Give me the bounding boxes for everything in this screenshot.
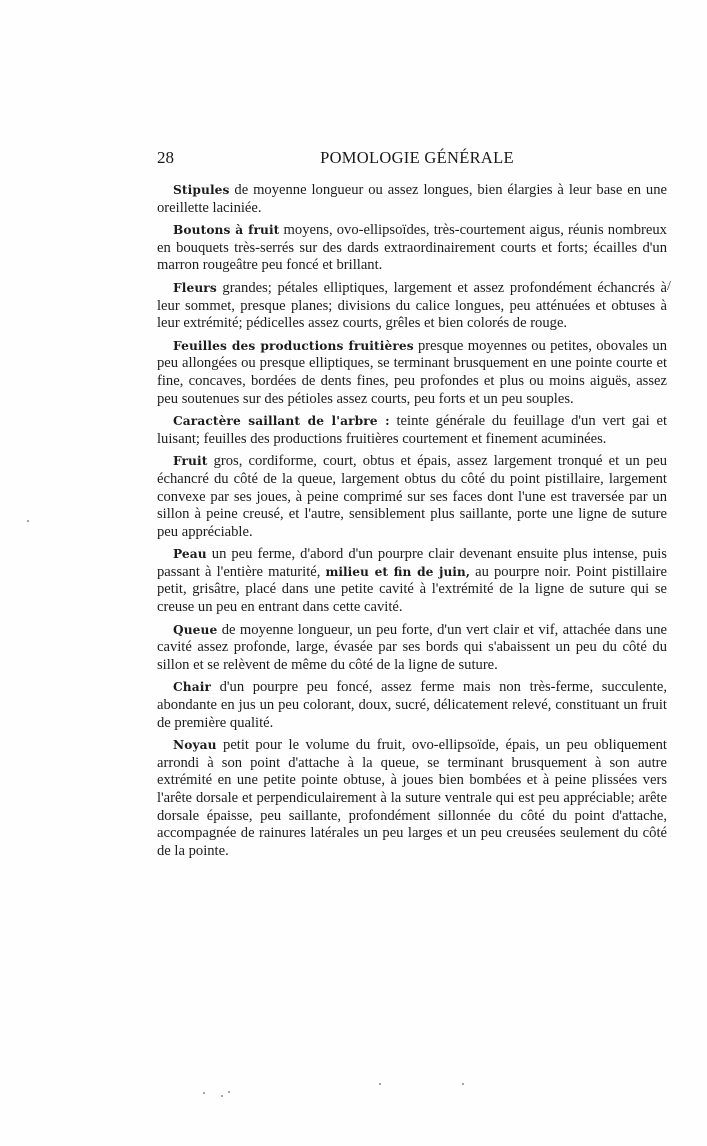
ripening-period: milieu et fin de juin, <box>325 564 471 579</box>
page-body <box>157 182 667 865</box>
scan-speck <box>228 1091 230 1093</box>
paragraph-text: d'un pourpre peu foncé, assez ferme mais non très-ferme, succulente, abondante en jus un peu colorant, doux, sucré, délicatement relevé, constituant un fruit de première qualité. <box>157 679 667 731</box>
paragraph-lead: Feuilles des productions fruitières <box>173 338 414 353</box>
paragraph-text: au pourpre noir. Point pistillaire petit, grisâtre, placé dans une petite cavité à l'extrémité de la ligne de suture qui se creuse un peu en entrant dans cette cavité. <box>157 563 667 616</box>
page-number: 28 <box>157 148 174 167</box>
margin-mark: / <box>667 279 671 294</box>
scan-speck <box>462 1083 464 1085</box>
paragraph-text: grandes; pétales elliptiques, largement et assez profondément échancrés à leur sommet, presque planes; divisions du calice longues, peu atténuées et obtuses à leur extrémité; pédicelles assez courts, grêles et bien colorés de rouge. <box>157 279 667 332</box>
paragraph-lead: Noyau <box>173 738 217 753</box>
paragraph-lead: Peau <box>173 547 207 562</box>
paragraph-caractere <box>157 413 667 448</box>
paragraph-stipules <box>157 182 667 217</box>
paragraph-lead: Stipules <box>173 183 230 197</box>
paragraph-lead: Boutons à fruit <box>173 223 280 238</box>
paragraph-feuilles <box>157 338 667 408</box>
paragraph-text: teinte générale du feuillage d'un vert gai et luisant; feuilles des productions fruitières courtement et finement acuminées. <box>157 413 668 447</box>
paragraph-lead: Fleurs <box>173 280 217 295</box>
paragraph-fleurs <box>157 280 667 333</box>
paragraph-fruit <box>157 453 667 541</box>
paragraph-queue <box>157 622 667 675</box>
paragraph-noyau <box>157 737 667 860</box>
paragraph-lead: Queue <box>173 622 218 637</box>
paragraph-text: gros, cordiforme, court, obtus et épais, assez largement tronqué et un peu échancré du côté de la queue, largement obtus du côté du point pistillaire, largement convexe par ses joues, à peine comprimé sur ses faces dont l'une est traversée par un sillon à peine creusé, et l'autre, sensiblement plus saillante, porte une ligne de suture peu appréciable. <box>157 453 667 540</box>
paragraph-boutons <box>157 222 667 275</box>
scan-speck <box>379 1083 381 1085</box>
paragraph-text: un peu ferme, d'abord d'un pourpre clair devenant ensuite plus intense, puis passant à l'entière maturité, <box>157 546 667 580</box>
paragraph-text: de moyenne longueur ou assez longues, bien élargies à leur base en une oreillette laciniée. <box>157 182 667 216</box>
scan-speck <box>221 1095 223 1097</box>
scan-speck <box>203 1092 205 1094</box>
paragraph-text: moyens, ovo-ellipsoïdes, très-courtement aigus, réunis nombreux en bouquets très-serrés sur des dards extraordinairement courts et forts; écailles d'un marron rougeâtre peu foncé et brillant. <box>157 222 667 274</box>
paragraph-text: presque moyennes ou petites, obovales un peu allongées ou presque elliptiques, se terminant brusquement en une pointe courte et fine, concaves, bordées de dents fines, peu profondes et plus ou moins aiguës, assez peu soutenues sur des pétioles assez courts, peu forts et un peu souples. <box>157 337 667 407</box>
paragraph-lead: Chair <box>173 680 212 695</box>
scan-speck <box>27 520 29 522</box>
paragraph-text: de moyenne longueur, un peu forte, d'un vert clair et vif, attachée dans une cavité assez profonde, large, évasée par ses bords qui s'abaissent un peu du côté du sillon et se relèvent de même du côté de la ligne de suture. <box>157 621 667 673</box>
paragraph-peau <box>157 546 667 616</box>
paragraph-lead: Caractère saillant de l'arbre : <box>173 414 390 429</box>
paragraph-chair <box>157 679 667 732</box>
page-header <box>157 148 667 168</box>
paragraph-text: petit pour le volume du fruit, ovo-ellipsoïde, épais, un peu obliquement arrondi à son point d'attache à la queue, se terminant brusquement à son autre extrémité en une petite pointe obtuse, à joues bien bombées et à peine plissées vers l'arête dorsale et perpendiculairement à la suture ventrale qui est peu appréciable; arête dorsale épaisse, peu saillante, profondément sillonnée du côté du point d'attache, accompagnée de rainures latérales un peu larges et un peu creusées seulement du côté de la pointe. <box>157 737 667 859</box>
running-head: POMOLOGIE GÉNÉRALE <box>320 148 514 167</box>
paragraph-lead: Fruit <box>173 454 208 469</box>
